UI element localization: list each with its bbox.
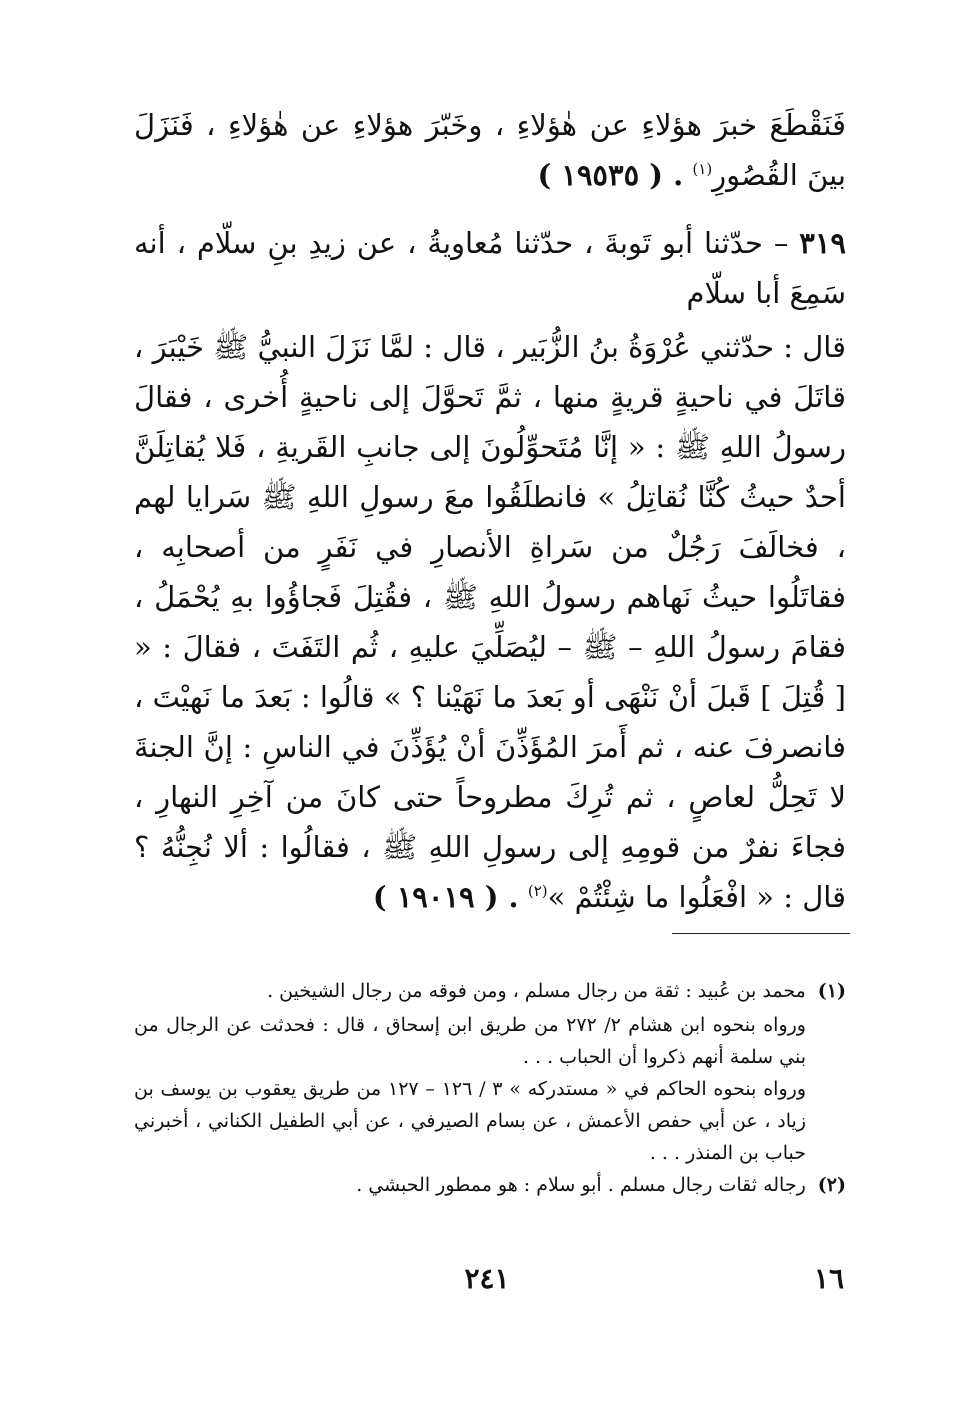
- footnote-2: [134, 1169, 846, 1201]
- paragraph-continuation: [134, 100, 846, 200]
- page-number: ٢٤١: [464, 1262, 510, 1295]
- paragraph-text: فَنَقْطَعَ خبرَ هؤلاءِ عن هٰؤلاءِ ، وخَبّرَ هؤلاءِ عن هٰؤلاءِ ، فَنَزَلَ بينَ القُصُورِ: [134, 108, 846, 192]
- footnote-text: محمد بن عُبيد : ثقة من رجال مسلم ، ومن فوقه من رجال الشيخين .: [267, 980, 806, 1002]
- footnote-text: رجاله ثقات رجال مسلم . أبو سلام : هو ممطور الحبشي .: [356, 1174, 806, 1196]
- matn-text: قال : حدّثني عُرْوَةُ بنُ الزُّبَير ، قال : لمَّا نَزَلَ النبيُّ ﷺ خَيْبَرَ ، قاتَلَ في ناحيةٍ قريةٍ منها ، ثمَّ تَحوَّلَ إلى ناحيةٍ أُخرى ، فقالَ رسولُ اللهِ ﷺ : « إنَّا مُتَحوِّلُونَ إلى جانبِ القَريةِ ، فَلا يُقاتِلَنَّ أحدٌ حيثُ كُنَّا نُقاتِلُ » فانطلَقُوا معَ رسولِ اللهِ ﷺ سَرايا لهم ، فخالَفَ رَجُلٌ من سَراةِ الأنصارِ في نَفَرٍ من أصحابِه ، فقاتَلُوا حيثُ نَهاهم رسولُ اللهِ ﷺ ، فقُتِلَ فَجاؤُوا بهِ يُحْمَلُ ، فقامَ رسولُ اللهِ – ﷺ – ليُصَلِّيَ عليهِ ، ثُم التَفَتَ ، فقالَ : « [ قُتِلَ ] قَبلَ أنْ نَنْهَى أو بَعدَ ما نَهَيْنا ؟ » قالُوا : بَعدَ ما نَهيْتَ ، فانصرفَ عنه ، ثم أَمرَ المُؤَذِّنَ أنْ يُؤَذِّنَ في الناسِ : إنَّ الجنةَ لا تَحِلُّ لعاصٍ ، ثم تُرِكَ مطروحاً حتى كانَ من آخِرِ النهارِ ، فجاءَ نفرٌ من قومِهِ إلى رسولِ اللهِ ﷺ ، فقالُوا : ألا نُجِنُّهُ ؟ قال : « افْعَلُوا ما شِئْتُمْ »: [134, 330, 846, 914]
- footnote-divider: [672, 933, 850, 934]
- footnote-marker: (١): [692, 160, 713, 178]
- hadith-isnad: [134, 218, 846, 318]
- volume-number: ١٦: [813, 1262, 844, 1295]
- footnote-1: [134, 975, 846, 1007]
- isnad-text: – حدّثنا أبو تَوبةَ ، حدّثنا مُعاويةُ ، عن زيدِ بنِ سلّام ، أنه سَمِعَ أبا سلّام: [134, 226, 846, 310]
- hadith-number: ٣١٩: [799, 226, 846, 260]
- footnote-1-detail: ورواه بنحوه ابن هشام ٢/ ٢٧٢ من طريق ابن إسحاق ، قال : فحدثت عن الرجال من بني سلمة أنهم ذكروا أن الحباب . . .: [134, 1014, 806, 1068]
- footnote-number: (٢): [817, 1174, 846, 1196]
- hadith-matn: [134, 322, 846, 922]
- hadith-reference: . ( ١٩٥٣٥ ): [537, 158, 684, 192]
- footnote-1-detail: ورواه بنحوه الحاكم في « مستدركه » ٣ / ١٢٦ – ١٢٧ من طريق يعقوب بن يوسف بن زياد ، عن أبي حفص الأعمش ، عن بسام الصيرفي ، عن أبي الطفيل الكناني ، أخبرني حباب بن المنذر . . .: [134, 1078, 806, 1164]
- footnotes: [134, 975, 846, 1203]
- hadith-reference: . ( ١٩٠١٩ ): [372, 880, 519, 914]
- footnote-marker: (٢): [527, 882, 548, 900]
- footnote-number: (١): [817, 980, 846, 1002]
